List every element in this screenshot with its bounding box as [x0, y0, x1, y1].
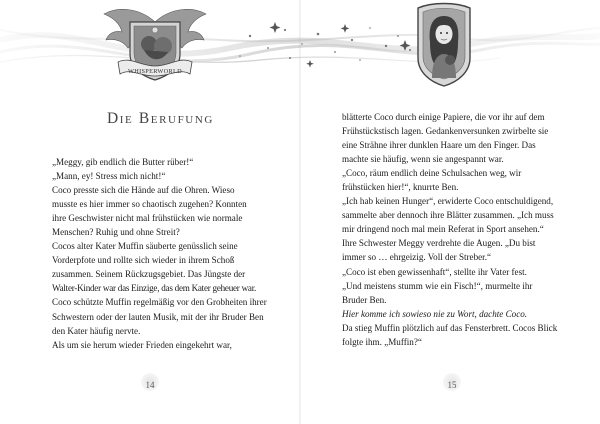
text-line: Coco schützte Muffin regelmäßig vor den Grobheiten ihrer — [52, 297, 267, 308]
text-line: „Mann, ey! Stress mich nicht!“ — [52, 171, 166, 182]
text-line: mir dringend noch mal mein Referat in Sport ansehen.“ — [342, 224, 544, 235]
text-line: zusammen. Seinem Rückzugsgebiet. Das Jüngste der — [52, 269, 246, 280]
text-line: den Kater häufig nervte. — [52, 325, 141, 336]
text-line: blätterte Coco durch einige Papiere, die vor ihr auf dem — [342, 112, 545, 122]
text-line: ihre Geschwister nicht mal frühstücken wie normale — [52, 213, 243, 224]
text-line: frühstücken hier!“, knurrte Ben. — [342, 182, 459, 193]
text-line: Menschen? Ruhig und ohne Streit? — [52, 227, 180, 238]
crest-ribbon-text: WHISPERWORLD — [128, 68, 182, 75]
text-line-italic: Hier komme ich sowieso nie zu Wort, dachte Coco. — [342, 308, 528, 319]
text-line: eine Strähne ihrer dunklen Haare um den Finger. Das — [342, 140, 536, 151]
text-line: „Und meistens stumm wie ein Fisch!“, murmelte ihr — [342, 280, 533, 291]
text-line: Vorderpfote und rollte sich wieder in ihrem Schoß — [52, 255, 235, 266]
text-line: immer so … ehrgeizig. Voll der Streber.“ — [342, 252, 492, 263]
text-line: folgte ihm. „Muffin?“ — [342, 336, 422, 347]
text-line: Cocos alter Kater Muffin säuberte genüsslich seine — [52, 241, 238, 252]
chapter-title: Die Berufung — [107, 110, 214, 127]
text-line: Da stieg Muffin plötzlich auf das Fensterbrett. Cocos Blick — [342, 322, 558, 333]
text-line: „Meggy, gib endlich die Butter rüber!“ — [52, 157, 194, 167]
girl-portrait-crest-icon — [412, 2, 476, 88]
text-line: musste es hier immer so chaotisch zugehen? Konnten — [52, 199, 247, 210]
griffin-crest-icon — [100, 4, 210, 84]
text-line: Frühstückstisch lagen. Gedankenversunken zwirbelte sie — [342, 126, 549, 137]
text-line: Coco presste sich die Hände auf die Ohren. Wieso — [52, 185, 235, 196]
right-page-text — [342, 110, 578, 349]
text-line: „Coco ist eben gewissenhaft“, stellte ihr Vater fest. — [342, 266, 527, 277]
swirl-banner — [0, 0, 600, 95]
text-line: sammelte aber dennoch ihre Blätter zusammen. „Ich muss — [342, 210, 554, 221]
swirl-lines — [0, 28, 600, 62]
text-line: Ihre Schwester Meggy verdrehte die Augen. „Du bist — [342, 238, 536, 249]
text-line: „Ich hab keinen Hunger“, erwiderte Coco entschuldigend, — [342, 196, 554, 207]
text-line: Walter-Kinder war das Einzige, das dem Kater geheuer war. — [52, 283, 256, 294]
text-line: Bruder Ben. — [342, 294, 387, 305]
text-line: Schwestern oder der lauten Musik, mit der ihr Bruder Ben — [52, 311, 264, 322]
text-line: „Coco, räum endlich deine Schulsachen weg, wir — [342, 168, 522, 179]
page-number-right: 15 — [447, 380, 457, 390]
text-line: machte sie häufig, wenn sie angespannt war. — [342, 154, 504, 165]
page-number-left: 14 — [145, 380, 155, 390]
text-line: Als um sie herum wieder Frieden eingekehrt war, — [52, 339, 232, 350]
left-page-text — [52, 155, 288, 352]
